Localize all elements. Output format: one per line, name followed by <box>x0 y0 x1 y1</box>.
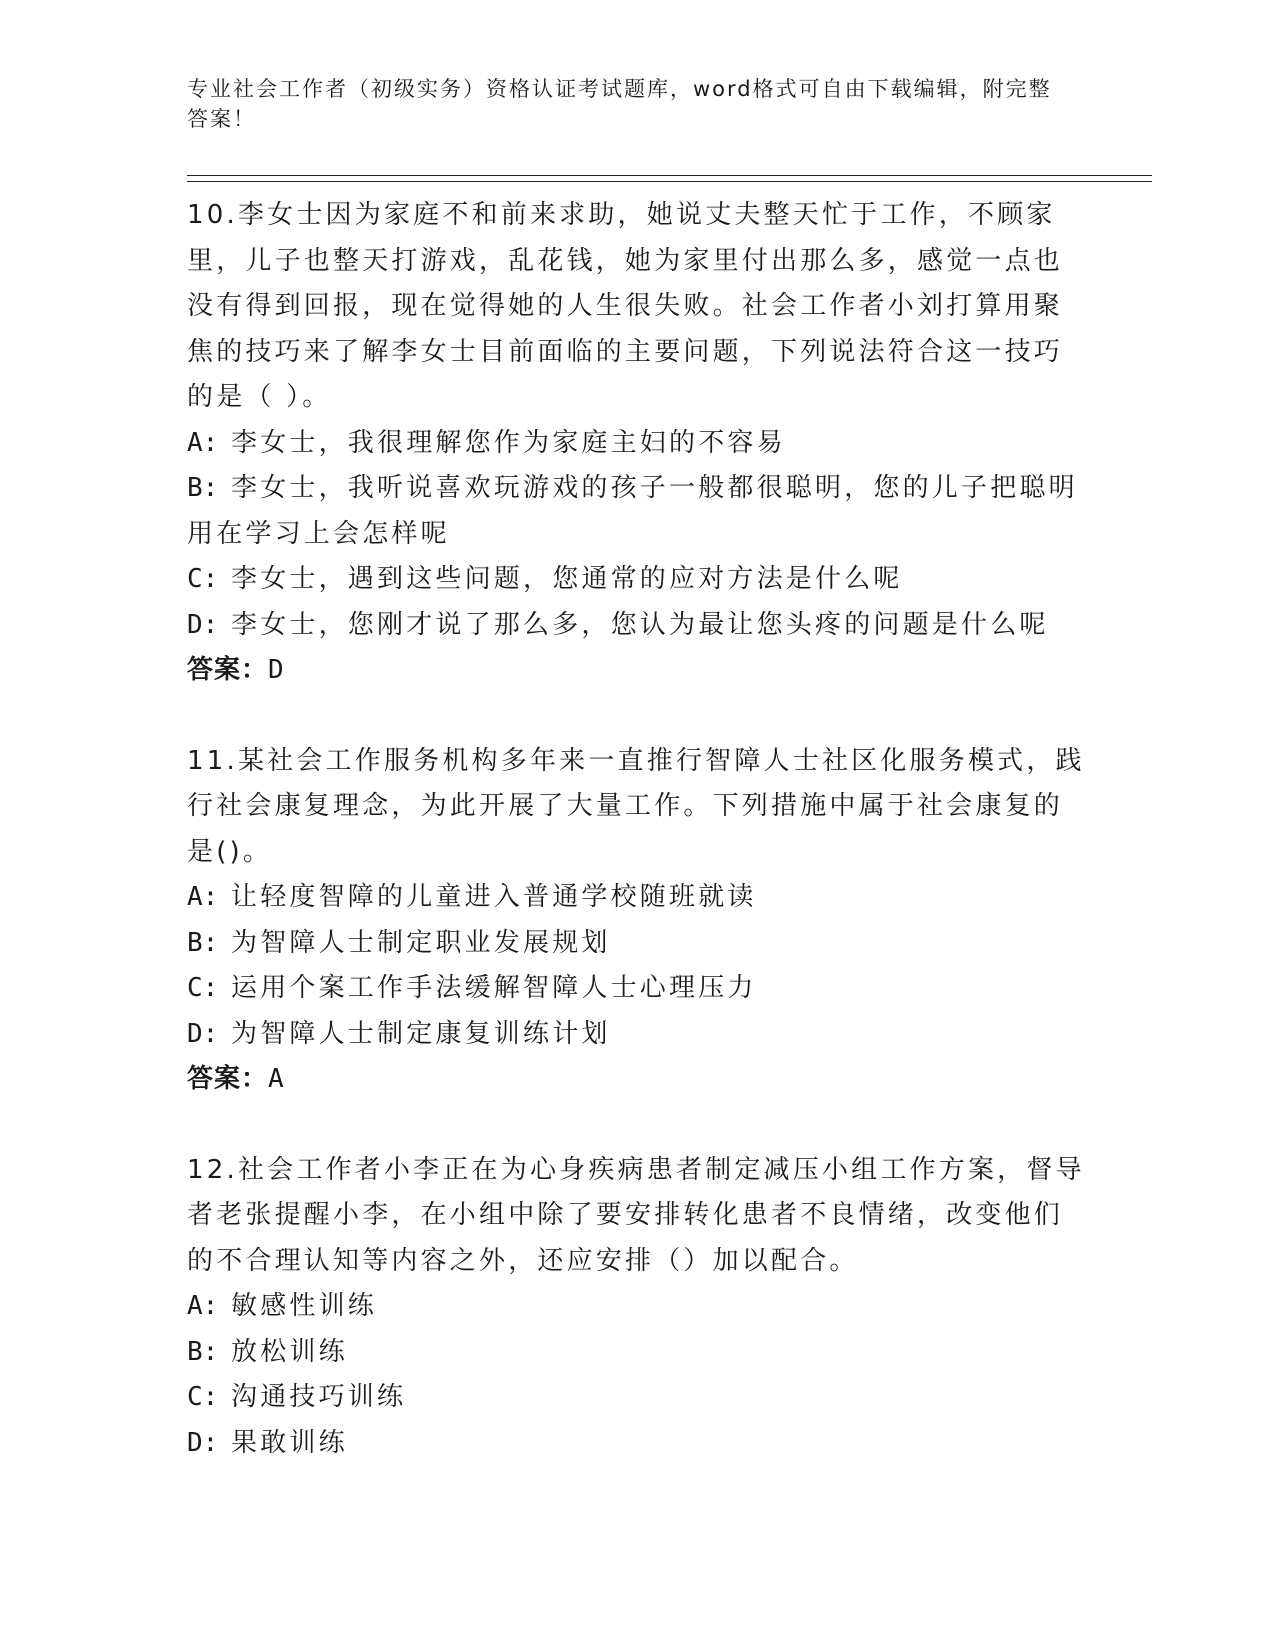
header-divider-bottom <box>187 181 1152 182</box>
question-10 <box>187 193 1087 694</box>
option-letter: C: <box>187 1382 219 1412</box>
option-letter: A: <box>187 427 219 458</box>
answer-label: 答案： <box>187 1064 269 1094</box>
answer-value: D <box>268 655 285 685</box>
option-letter: B: <box>187 473 219 503</box>
option-letter: B: <box>187 927 219 958</box>
option-letter: D: <box>187 1427 219 1458</box>
question-11 <box>187 739 1087 1103</box>
option-b <box>187 921 1087 967</box>
answer-label: 答案： <box>187 655 269 685</box>
option-letter: C: <box>187 564 219 594</box>
option-letter: A: <box>187 882 219 912</box>
option-letter: A: <box>187 1291 219 1321</box>
spacer <box>187 694 1087 739</box>
question-stem: 10.李女士因为家庭不和前来求助，她说丈夫整天忙于工作，不顾家里，儿子也整天打游戏，乱花钱，她为家里付出那么多，感觉一点也没有得到回报，现在觉得她的人生很失败。社会工作者小刘打算用聚焦的技巧来了解李女士目前面临的主要问题，下列说法符合这一技巧的是（ ）。 <box>187 200 1064 412</box>
option-text: 李女士，我听说喜欢玩游戏的孩子一般都很聪明，您的儿子把聪明用在学习上会怎样呢 <box>187 473 1078 549</box>
option-d <box>187 1421 1087 1467</box>
option-text: 李女士，遇到这些问题，您通常的应对方法是什么呢 <box>231 564 903 594</box>
option-text: 沟通技巧训练 <box>231 1382 407 1412</box>
option-b <box>187 466 1087 557</box>
header-divider-top <box>187 175 1152 176</box>
option-letter: D: <box>187 1018 219 1049</box>
spacer <box>187 1103 1087 1148</box>
option-text: 为智障人士制定职业发展规划 <box>231 927 611 958</box>
option-text: 敏感性训练 <box>231 1291 378 1321</box>
answer <box>187 648 1087 694</box>
option-text: 运用个案工作手法缓解智障人士心理压力 <box>231 973 757 1003</box>
option-c <box>187 966 1087 1012</box>
option-text: 李女士，我很理解您作为家庭主妇的不容易 <box>231 427 786 458</box>
question-stem: 12.社会工作者小李正在为心身疾病患者制定减压小组工作方案，督导者老张提醒小李，在小组中除了要安排转化患者不良情绪，改变他们的不合理认知等内容之外，还应安排（）加以配合。 <box>187 1154 1085 1276</box>
option-c <box>187 1375 1087 1421</box>
option-letter: D: <box>187 609 219 640</box>
option-text: 放松训练 <box>231 1336 348 1367</box>
option-d <box>187 603 1087 649</box>
document-header: 专业社会工作者（初级实务）资格认证考试题库，word格式可自由下载编辑，附完整答案！ <box>187 77 1052 131</box>
option-c <box>187 557 1087 603</box>
option-text: 为智障人士制定康复训练计划 <box>231 1018 611 1049</box>
question-12 <box>187 1148 1087 1467</box>
option-text: 果敢训练 <box>231 1427 348 1458</box>
option-letter: B: <box>187 1336 219 1367</box>
option-text: 让轻度智障的儿童进入普通学校随班就读 <box>231 882 757 912</box>
answer <box>187 1057 1087 1103</box>
option-a <box>187 421 1087 467</box>
option-a <box>187 1284 1087 1330</box>
option-a <box>187 875 1087 921</box>
answer-value: A <box>268 1064 285 1094</box>
question-list <box>187 193 1087 1466</box>
option-text: 李女士，您刚才说了那么多，您认为最让您头疼的问题是什么呢 <box>231 609 1049 640</box>
option-d <box>187 1012 1087 1058</box>
option-b <box>187 1330 1087 1376</box>
option-letter: C: <box>187 973 219 1003</box>
question-stem: 11.某社会工作服务机构多年来一直推行智障人士社区化服务模式，践行社会康复理念，为此开展了大量工作。下列措施中属于社会康复的是()。 <box>187 745 1085 867</box>
